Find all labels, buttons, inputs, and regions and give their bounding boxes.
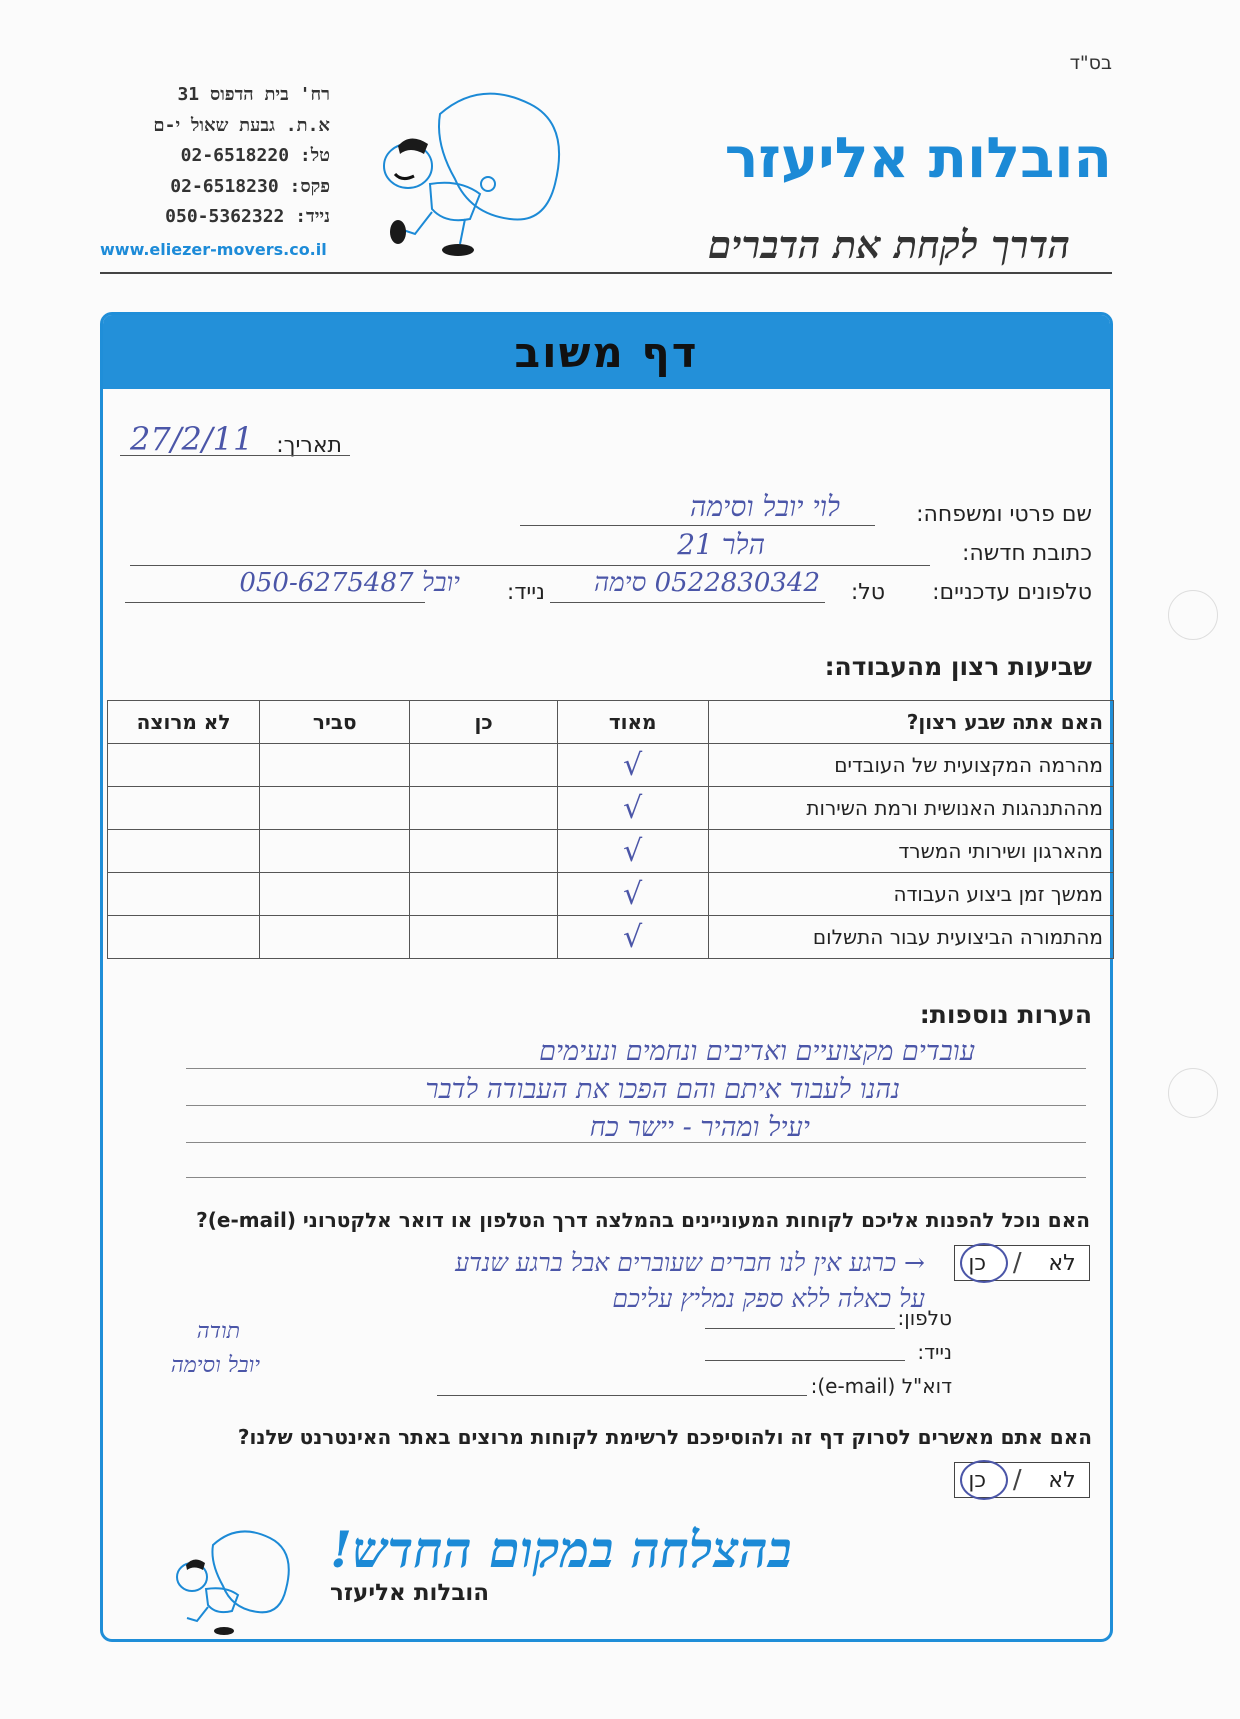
referral-email-label: דוא"ל (e-mail): <box>810 1374 952 1398</box>
note-line <box>186 1068 1086 1069</box>
phone-label: טל: <box>850 580 885 605</box>
mark-very[interactable]: √ <box>557 744 708 787</box>
mover-mascot-small-icon <box>168 1525 298 1640</box>
header-divider <box>100 272 1112 274</box>
referral-no-option[interactable]: לא <box>1048 1250 1076 1276</box>
header-not-satisfied: לא מרוצה <box>108 701 260 744</box>
footer-brand: הובלות אליעזר <box>330 1580 490 1606</box>
note-text[interactable]: יעיל ומהיר - יישר כח <box>589 1112 810 1143</box>
address-line <box>130 565 930 566</box>
table-header-row <box>108 701 1114 744</box>
mark-very[interactable]: √ <box>557 787 708 830</box>
row-question: מהתמורה הביצועית עבור התשלום <box>708 916 1113 959</box>
referral-phone-label: טלפון: <box>897 1306 952 1330</box>
mark-very[interactable]: √ <box>557 873 708 916</box>
option-separator: / <box>1012 1465 1022 1495</box>
referral-mobile-label: נייד: <box>917 1340 952 1364</box>
name-line <box>520 525 875 526</box>
option-separator: / <box>1012 1248 1022 1278</box>
mark-yes[interactable] <box>410 873 557 916</box>
referral-question: האם נוכל להפנות אליכם לקוחות המעוניינים בהמלצה דרך הטלפון או דואר אלקטרוני (e-mail)? <box>196 1208 1090 1232</box>
punch-hole <box>1168 590 1218 640</box>
phones-label: טלפונים עדכניים: <box>932 580 1092 605</box>
selected-circle <box>960 1460 1008 1500</box>
signature[interactable]: יובל וסימה <box>170 1353 260 1378</box>
table-row <box>108 744 1114 787</box>
header-very: מאוד <box>557 701 708 744</box>
mobile-value[interactable]: יובל 050-6275487 <box>239 568 460 598</box>
table-row <box>108 787 1114 830</box>
company-slogan: הדרך לקחת את הדברים <box>707 222 1070 267</box>
publish-no-option[interactable]: לא <box>1048 1467 1076 1493</box>
row-question: מההתנהגות האנושית ורמת השירות <box>708 787 1113 830</box>
header-reasonable: סביר <box>260 701 410 744</box>
table-row <box>108 873 1114 916</box>
phone-value[interactable]: 0522830342 סימה <box>594 568 820 598</box>
contact-line: טל: 02-6518220 <box>180 145 330 166</box>
contact-line: פקס: 02-6518230 <box>170 175 330 197</box>
referral-email-line[interactable] <box>437 1395 807 1396</box>
address-value[interactable]: הלר 21 <box>677 528 765 561</box>
mark-yes[interactable] <box>410 830 557 873</box>
mark-very[interactable]: √ <box>557 830 708 873</box>
footer-slogan: בהצלחה במקום החדש! <box>330 1520 792 1579</box>
mover-mascot-icon <box>370 84 570 264</box>
address-label: כתובת חדשה: <box>961 541 1092 566</box>
mark-not-satisfied[interactable] <box>108 787 260 830</box>
date-value[interactable]: 27/2/11 <box>130 420 254 458</box>
name-value[interactable]: לוי יובל וסימה <box>690 490 840 523</box>
company-contact <box>100 80 330 233</box>
company-brand: הובלות אליעזר <box>724 126 1112 191</box>
referral-phone-line[interactable] <box>705 1328 895 1329</box>
website-link[interactable]: www.eliezer-movers.co.il <box>100 240 327 259</box>
header-yes: כן <box>410 701 557 744</box>
note-text[interactable]: נהנו לעבוד איתם והם הפכו את העבודה לדבר <box>425 1074 900 1105</box>
notes-title: הערות נוספות: <box>919 1000 1092 1029</box>
name-label: שם פרטי ומשפחה: <box>916 502 1092 527</box>
date-label: תאריך: <box>276 433 342 458</box>
referral-handwritten[interactable]: על כאלה ללא ספק נמליץ עליכם <box>612 1284 925 1313</box>
mark-reasonable[interactable] <box>260 916 410 959</box>
mark-not-satisfied[interactable] <box>108 830 260 873</box>
row-question: מהרמה המקצועית של העובדים <box>708 744 1113 787</box>
contact-line: רח' בית הדפוס 31 <box>177 84 330 105</box>
mark-yes[interactable] <box>410 744 557 787</box>
form-header-band <box>103 315 1110 389</box>
form-title: דף משוב <box>514 327 699 377</box>
contact-line: א.ת. גבעת שאול י-ם <box>153 114 330 136</box>
mark-not-satisfied[interactable] <box>108 873 260 916</box>
publish-yes-option[interactable]: כן <box>968 1467 987 1493</box>
referral-handwritten[interactable]: → כרגע אין לנו חברים שעוברים אבל ברגע שנדע <box>455 1248 925 1277</box>
note-line <box>186 1105 1086 1106</box>
mobile-line <box>125 602 425 603</box>
note-line <box>186 1177 1086 1178</box>
publish-question: האם אתם מאשרים לסרוק דף זה ולהוסיפכם לרשימת לקוחות מרוצים באתר האינטרנט שלנו? <box>237 1425 1092 1449</box>
contact-line: נייד: 050-5362322 <box>165 206 330 227</box>
satisfaction-table <box>107 700 1114 959</box>
row-question: מהארגון ושירותי המשרד <box>708 830 1113 873</box>
punch-hole <box>1168 1068 1218 1118</box>
satisfaction-title: שביעות רצון מהעבודה: <box>824 652 1092 681</box>
referral-mobile-line[interactable] <box>705 1360 905 1361</box>
phone-line <box>550 602 825 603</box>
table-row <box>108 916 1114 959</box>
row-question: ממשך זמן ביצוע העבודה <box>708 873 1113 916</box>
mark-yes[interactable] <box>410 916 557 959</box>
mark-yes[interactable] <box>410 787 557 830</box>
mark-not-satisfied[interactable] <box>108 916 260 959</box>
table-row <box>108 830 1114 873</box>
mark-reasonable[interactable] <box>260 744 410 787</box>
mark-not-satisfied[interactable] <box>108 744 260 787</box>
referral-yes-option[interactable]: כן <box>968 1250 987 1276</box>
mark-reasonable[interactable] <box>260 830 410 873</box>
mark-reasonable[interactable] <box>260 873 410 916</box>
selected-circle <box>960 1243 1008 1283</box>
mobile-label: נייד: <box>506 580 545 605</box>
bsd-mark: בס"ד <box>1069 52 1112 74</box>
referral-handwritten[interactable]: תודה <box>196 1319 240 1344</box>
mark-reasonable[interactable] <box>260 787 410 830</box>
note-text[interactable]: עובדים מקצועיים ואדיבים ונחמים ונעימים <box>539 1036 975 1067</box>
mark-very[interactable]: √ <box>557 916 708 959</box>
header-question: האם אתה שבע רצון? <box>708 701 1113 744</box>
